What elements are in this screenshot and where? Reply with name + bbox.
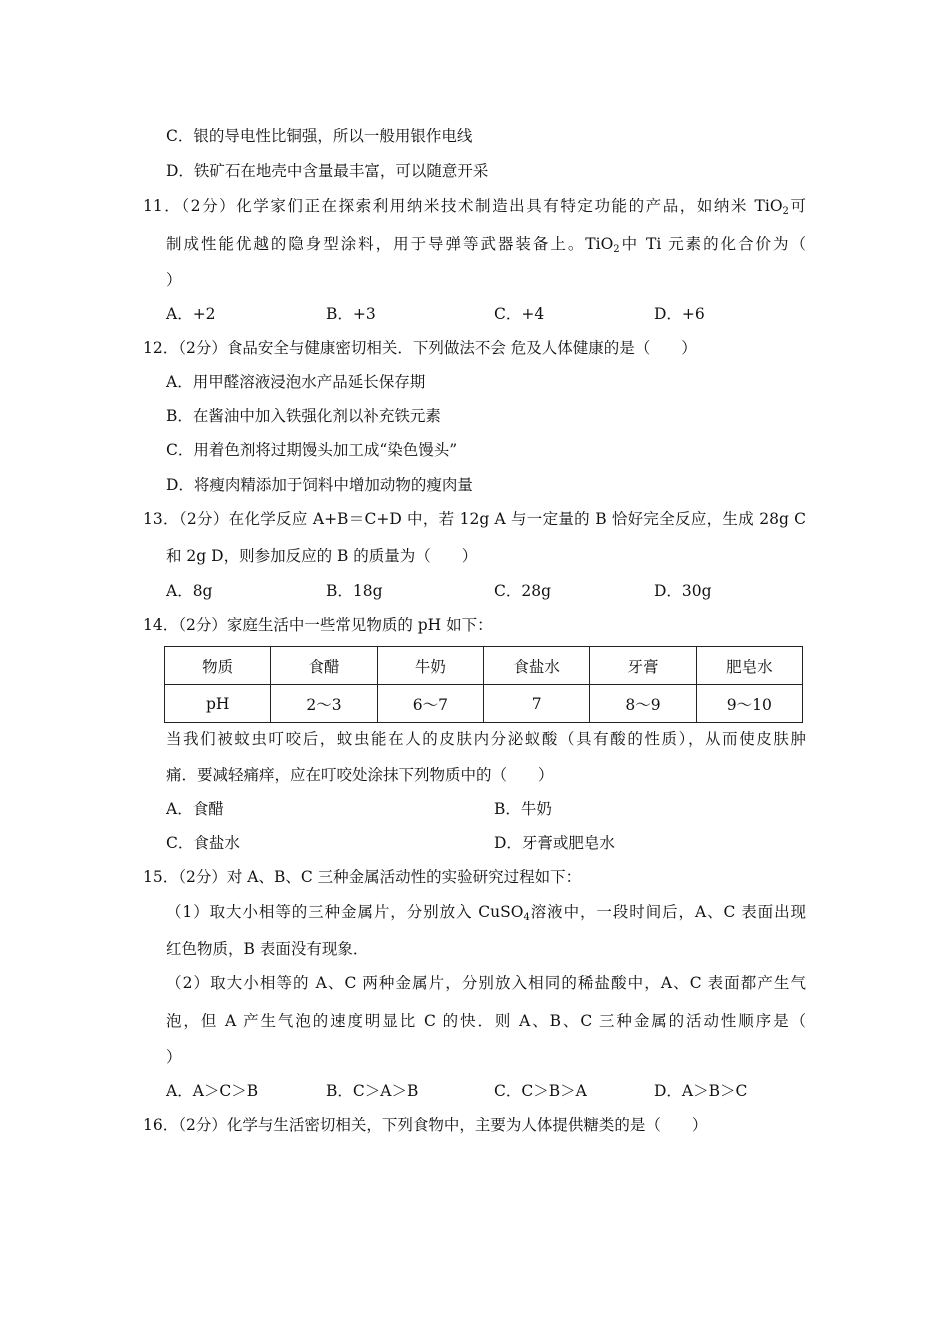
ph-table-cell: pH xyxy=(165,685,271,723)
q13-stem-line1 xyxy=(143,509,806,529)
q14-stem-line2-text: 当我们被蚊虫叮咬后，蚊虫能在人的皮肤内分泌蚁酸（具有酸的性质），从而使皮肤肿 xyxy=(166,730,806,748)
q15-part2-line1-text: （2）取大小相等的 A、C 两种金属片，分别放入相同的稀盐酸中，A、C 表面都产生气 xyxy=(166,974,806,992)
q15-part2-line1 xyxy=(166,973,806,993)
ph-table-cell: 9～10 xyxy=(696,685,802,723)
q11-stem-line1 xyxy=(143,196,806,216)
q11-stem-line2-text: 制成性能优越的隐身型涂料，用于导弹等武器装备上。TiO xyxy=(166,235,614,253)
q11-option-a: A．+2 xyxy=(166,305,216,323)
ph-table-header-cell: 肥皂水 xyxy=(696,647,802,685)
q12-option-d: D．将瘦肉精添加于饲料中增加动物的瘦肉量 xyxy=(166,476,473,494)
q14-option-b: B．牛奶 xyxy=(494,800,552,818)
q13-option-c: C．28g xyxy=(494,582,552,600)
ph-table-value-row xyxy=(165,685,803,723)
ph-table xyxy=(164,646,803,723)
ph-table-cell: 2～3 xyxy=(271,685,377,723)
q14-stem-line3: 痛．要减轻痛痒，应在叮咬处涂抹下列物质中的（ ） xyxy=(166,766,554,784)
q15-part1-text: （1）取大小相等的三种金属片，分别放入 CuSO xyxy=(166,903,524,921)
q11-subscript: 2 xyxy=(782,206,789,217)
q11-stem-line1-end: 可 xyxy=(788,197,806,215)
ph-table-cell: 6～7 xyxy=(377,685,483,723)
q11-stem-line2-end: 中 Ti 元素的化合价为（ xyxy=(619,235,806,253)
q11-option-b: B．+3 xyxy=(326,305,376,323)
ph-table-header-cell: 牛奶 xyxy=(377,647,483,685)
q15-part2-line2-text: 泡，但 A 产生气泡的速度明显比 C 的快．则 A、B、C 三种金属的活动性顺序是（ xyxy=(166,1012,806,1030)
ph-table-header-cell: 食醋 xyxy=(271,647,377,685)
q15-option-a: A．A＞C＞B xyxy=(166,1082,259,1100)
q15-part2-line3: ） xyxy=(166,1048,182,1066)
q14-option-c: C．食盐水 xyxy=(166,834,240,852)
q12-stem: 12．（2分）食品安全与健康密切相关．下列做法不会 危及人体健康的是（ ） xyxy=(143,339,697,357)
ph-table-cell: 7 xyxy=(483,685,589,723)
q15-subscript: 4 xyxy=(523,912,530,923)
q10-option-c: C．银的导电性比铜强，所以一般用银作电线 xyxy=(166,127,473,145)
q15-part1-line2: 红色物质，B 表面没有现象． xyxy=(166,940,369,958)
ph-table-cell: 8～9 xyxy=(590,685,696,723)
q15-part1-line1 xyxy=(166,902,806,922)
q13-option-a: A．8g xyxy=(166,582,213,600)
q12-option-c: C．用着色剂将过期馒头加工成“染色馒头” xyxy=(166,441,458,459)
q13-stem-line1-text: 13．（2分）在化学反应 A+B＝C+D 中，若 12g A 与一定量的 B 恰好完全反应，生成 28g C xyxy=(143,510,806,528)
q11-option-d: D．+6 xyxy=(654,305,705,323)
q11-option-c: C．+4 xyxy=(494,305,545,323)
q14-stem-line2 xyxy=(166,729,806,749)
q13-stem-line2: 和 2g D，则参加反应的 B 的质量为（ ） xyxy=(166,547,478,565)
q14-option-a: A．食醋 xyxy=(166,800,224,818)
q11-stem-line2 xyxy=(166,234,806,254)
q15-option-d: D．A＞B＞C xyxy=(654,1082,748,1100)
q11-stem-line1-text: 11．（2分）化学家们正在探索利用纳米技术制造出具有特定功能的产品，如纳米 TiO xyxy=(143,197,783,215)
q15-part2-line2 xyxy=(166,1011,806,1031)
q15-option-c: C．C＞B＞A xyxy=(494,1082,587,1100)
ph-table-header-cell: 食盐水 xyxy=(483,647,589,685)
q12-option-b: B．在酱油中加入铁强化剂以补充铁元素 xyxy=(166,407,441,425)
q10-option-d: D．铁矿石在地壳中含量最丰富，可以随意开采 xyxy=(166,162,489,180)
q13-option-b: B．18g xyxy=(326,582,383,600)
q14-option-d: D．牙膏或肥皂水 xyxy=(494,834,615,852)
q11-subscript-2: 2 xyxy=(613,244,620,255)
ph-table-header-cell: 物质 xyxy=(165,647,271,685)
q15-stem: 15．（2分）对 A、B、C 三种金属活动性的实验研究过程如下： xyxy=(143,868,582,886)
q13-option-d: D．30g xyxy=(654,582,712,600)
ph-table-header-cell: 牙膏 xyxy=(590,647,696,685)
q15-part1-end: 溶液中，一段时间后，A、C 表面出现 xyxy=(529,903,806,921)
q12-option-a: A．用甲醛溶液浸泡水产品延长保存期 xyxy=(166,373,426,391)
q15-option-b: B．C＞A＞B xyxy=(326,1082,419,1100)
ph-table-header-row xyxy=(165,647,803,685)
q14-stem: 14．（2分）家庭生活中一些常见物质的 pH 如下： xyxy=(143,616,493,634)
q16-stem: 16．（2分）化学与生活密切相关，下列食物中，主要为人体提供糖类的是（ ） xyxy=(143,1116,708,1134)
q11-stem-line3: ） xyxy=(166,271,182,289)
